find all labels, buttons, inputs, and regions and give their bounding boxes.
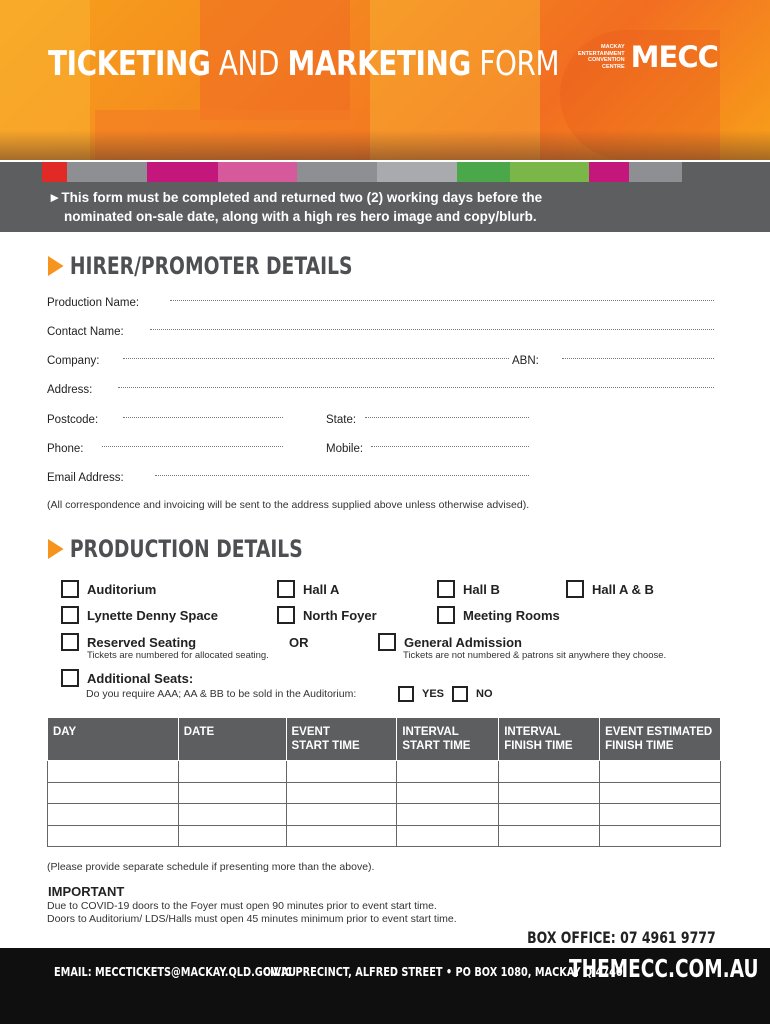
table-row	[48, 804, 721, 826]
correspondence-note: (All correspondence and invoicing will be sent to the address supplied above unless otherwise advised).	[47, 499, 530, 511]
table-cell[interactable]	[397, 825, 499, 847]
table-cell[interactable]	[397, 782, 499, 804]
strip-segment	[0, 162, 42, 182]
hirer-section-title: HIRER/PROMOTER DETAILS	[48, 252, 353, 280]
phone-field[interactable]	[102, 446, 283, 447]
address-label: Address:	[47, 384, 93, 396]
hall-a-checkbox[interactable]: Hall A	[277, 580, 339, 598]
header-event-finish: EVENT ESTIMATED FINISH TIME	[600, 718, 721, 761]
strip-segment	[682, 162, 770, 182]
reserved-seating-note: Tickets are numbered for allocated seating.	[87, 650, 269, 661]
lynette-denny-checkbox[interactable]: Lynette Denny Space	[61, 606, 218, 624]
contact-name-label: Contact Name:	[47, 326, 124, 338]
abn-field[interactable]	[562, 358, 714, 359]
additional-seats-question: Do you require AAA; AA & BB to be sold in the Auditorium:	[86, 688, 357, 700]
strip-segment	[297, 162, 377, 182]
state-label: State:	[326, 414, 357, 426]
table-cell[interactable]	[178, 804, 286, 826]
company-field[interactable]	[123, 358, 509, 359]
hall-b-checkbox[interactable]: Hall B	[437, 580, 500, 598]
mobile-label: Mobile:	[326, 443, 364, 455]
production-name-label: Production Name:	[47, 297, 140, 309]
footer	[0, 948, 770, 1024]
important-line-1: Due to COVID-19 doors to the Foyer must open 90 minutes prior to event start time.	[47, 900, 437, 912]
table-row	[48, 782, 721, 804]
table-cell[interactable]	[178, 782, 286, 804]
table-cell[interactable]	[600, 825, 721, 847]
schedule-table	[47, 717, 721, 847]
header-banner	[0, 0, 770, 160]
table-row	[48, 825, 721, 847]
north-foyer-checkbox[interactable]: North Foyer	[277, 606, 377, 624]
address-field[interactable]	[118, 387, 714, 388]
postcode-label: Postcode:	[47, 414, 99, 426]
table-cell[interactable]	[48, 825, 179, 847]
auditorium-checkbox[interactable]: Auditorium	[61, 580, 156, 598]
footer-email[interactable]: EMAIL: MECCTICKETS@MACKAY.QLD.GOV.AU	[54, 964, 296, 979]
important-heading: IMPORTANT	[48, 884, 125, 899]
strip-segment	[589, 162, 629, 182]
table-cell[interactable]	[499, 761, 600, 783]
important-line-2: Doors to Auditorium/ LDS/Halls must open 45 minutes minimum prior to event start time.	[47, 913, 457, 925]
company-label: Company:	[47, 355, 100, 367]
email-label: Email Address:	[47, 472, 124, 484]
table-cell[interactable]	[499, 782, 600, 804]
header-interval-start: INTERVAL START TIME	[397, 718, 499, 761]
table-cell[interactable]	[600, 761, 721, 783]
production-section-title: PRODUCTION DETAILS	[48, 535, 303, 563]
instructions-banner: ►This form must be completed and returned two (2) working days before the nominated on-sale date, along with a high res hero image and copy/blurb.	[0, 182, 770, 232]
reserved-seating-checkbox[interactable]: Reserved Seating	[61, 633, 196, 651]
strip-segment	[147, 162, 218, 182]
table-cell[interactable]	[499, 825, 600, 847]
table-row	[48, 761, 721, 783]
production-name-field[interactable]	[170, 300, 714, 301]
header-event-start: EVENT START TIME	[286, 718, 397, 761]
contact-name-field[interactable]	[150, 329, 714, 330]
table-cell[interactable]	[499, 804, 600, 826]
postcode-field[interactable]	[123, 417, 283, 418]
no-checkbox[interactable]: NO	[452, 686, 493, 702]
table-cell[interactable]	[286, 804, 397, 826]
table-cell[interactable]	[286, 825, 397, 847]
table-cell[interactable]	[286, 782, 397, 804]
arrow-icon	[48, 539, 64, 559]
table-cell[interactable]	[600, 804, 721, 826]
arrow-icon	[48, 256, 64, 276]
page-title: TICKETING AND MARKETING FORM	[48, 44, 560, 84]
header-interval-finish: INTERVAL FINISH TIME	[499, 718, 600, 761]
abn-label: ABN:	[512, 355, 539, 367]
schedule-note: (Please provide separate schedule if presenting more than the above).	[47, 861, 375, 873]
strip-segment	[67, 162, 147, 182]
or-label: OR	[289, 635, 309, 650]
box-office-phone: BOX OFFICE: 07 4961 9777	[527, 928, 716, 947]
strip-segment	[510, 162, 590, 182]
table-cell[interactable]	[48, 761, 179, 783]
table-cell[interactable]	[178, 761, 286, 783]
hall-a-b-checkbox[interactable]: Hall A & B	[566, 580, 654, 598]
general-admission-note: Tickets are not numbered & patrons sit anywhere they choose.	[403, 650, 667, 661]
table-cell[interactable]	[600, 782, 721, 804]
state-field[interactable]	[365, 417, 529, 418]
footer-website[interactable]: THEMECC.COM.AU	[569, 954, 759, 983]
strip-segment	[42, 162, 67, 182]
strip-segment	[457, 162, 510, 182]
meeting-rooms-checkbox[interactable]: Meeting Rooms	[437, 606, 560, 624]
header-date: DATE	[178, 718, 286, 761]
table-cell[interactable]	[48, 782, 179, 804]
mobile-field[interactable]	[371, 446, 529, 447]
table-cell[interactable]	[286, 761, 397, 783]
strip-segment	[377, 162, 457, 182]
strip-segment	[218, 162, 298, 182]
table-cell[interactable]	[178, 825, 286, 847]
table-cell[interactable]	[397, 804, 499, 826]
table-cell[interactable]	[48, 804, 179, 826]
yes-checkbox[interactable]: YES	[398, 686, 444, 702]
phone-label: Phone:	[47, 443, 84, 455]
additional-seats-checkbox[interactable]: Additional Seats:	[61, 669, 193, 687]
mecc-logo: MACKAY ENTERTAINMENT CONVENTION CENTRE MECC	[578, 40, 718, 74]
color-strip	[0, 162, 770, 182]
strip-segment	[629, 162, 682, 182]
general-admission-checkbox[interactable]: General Admission	[378, 633, 522, 651]
header-day: DAY	[48, 718, 179, 761]
footer-address: CIVIC PRECINCT, ALFRED STREET • PO BOX 1080, MACKAY Q 4740	[263, 964, 623, 979]
table-cell[interactable]	[397, 761, 499, 783]
email-field[interactable]	[155, 475, 529, 476]
